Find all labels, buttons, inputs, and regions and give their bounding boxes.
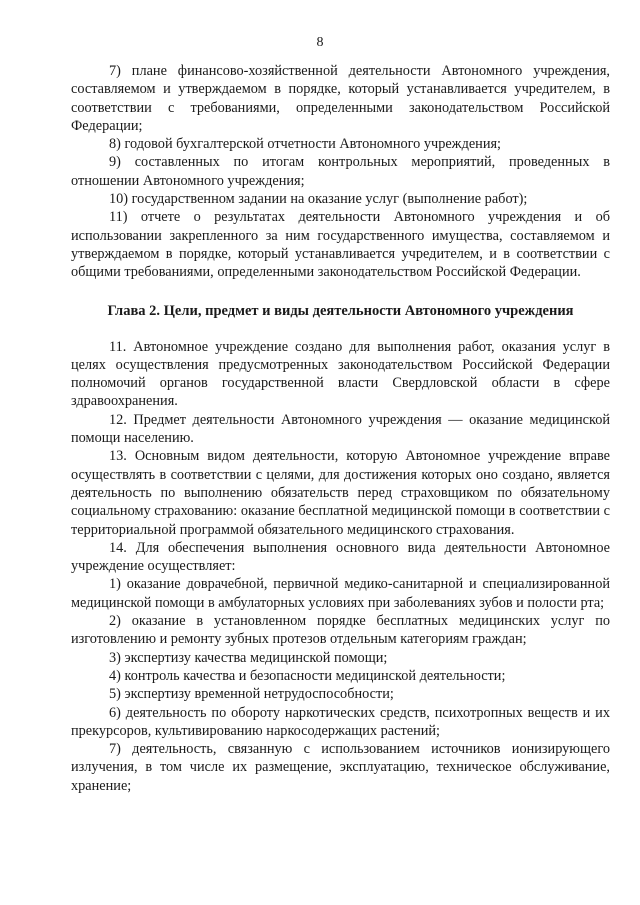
list-item: 3) экспертизу качества медицинской помощи; bbox=[109, 649, 388, 666]
list-item: 6) деятельность по обороту наркотических средств, психотропных веществ и их прекурсоров, культивированию наркосодержащих растений; bbox=[71, 704, 610, 739]
document-body bbox=[71, 62, 610, 795]
paragraph: 7) плане финансово-хозяйственной деятельности Автономного учреждения, составляемом и утверждаемом в порядке, который устанавливается учредителем, в соответствии с требованиями, определенными законодательством Российской Федерации; bbox=[71, 63, 610, 134]
chapter-title: Глава 2. Цели, предмет и виды деятельности Автономного учреждения bbox=[107, 302, 574, 319]
paragraph: 14. Для обеспечения выполнения основного вида деятельности Автономное учреждение осуществляет: bbox=[71, 539, 610, 575]
paragraph: 8) годовой бухгалтерской отчетности Автономного учреждения; bbox=[109, 136, 502, 153]
list-item: 1) оказание доврачебной, первичной медико-санитарной и специализированной медицинской помощи в амбулаторных условиях при заболеваниях зубов и полости рта; bbox=[71, 576, 610, 611]
paragraph: 11) отчете о результатах деятельности Автономного учреждения и об использовании закрепленного за ним государственного имущества, составляемом и утверждаемом в порядке, который устанавливается учредителем, и в соответствии с общими требованиями, определенными законодательством Российской Федерации. bbox=[71, 209, 610, 281]
paragraph: 9) составленных по итогам контрольных мероприятий, проведенных в отношении Автономного учреждения; bbox=[71, 154, 610, 189]
paragraph: 10) государственном задании на оказание услуг (выполнение работ); bbox=[109, 191, 528, 208]
list-item: 2) оказание в установленном порядке бесплатных медицинских услуг по изготовлению и ремонту зубных протезов отдельным категориям граждан; bbox=[71, 613, 610, 648]
paragraph: 13. Основным видом деятельности, которую Автономное учреждение вправе осуществлять в соответствии с целями, для достижения которых оно создано, является деятельность по выполнению обязательств перед страховщиком по обязательному социальному страхованию: оказание бесплатной медицинской помощи в соответствии с территориальной программой обязательного медицинского страхования. bbox=[71, 448, 610, 538]
list-item: 4) контроль качества и безопасности медицинской деятельности; bbox=[109, 667, 506, 684]
page-number: 8 bbox=[316, 35, 324, 50]
paragraph: 11. Автономное учреждение создано для выполнения работ, оказания услуг в целях осуществления предусмотренных законодательством Российской Федерации полномочий органов государственной власти Свердловской области в сфере здравоохранения. bbox=[71, 338, 610, 410]
list-item: 7) деятельность, связанную с использованием источников ионизирующего излучения, в том числе их размещение, эксплуатацию, техническое обслуживание, хранение; bbox=[71, 741, 610, 794]
paragraph: 12. Предмет деятельности Автономного учреждения — оказание медицинской помощи населению. bbox=[71, 411, 610, 447]
list-item: 5) экспертизу временной нетрудоспособности; bbox=[109, 686, 394, 703]
